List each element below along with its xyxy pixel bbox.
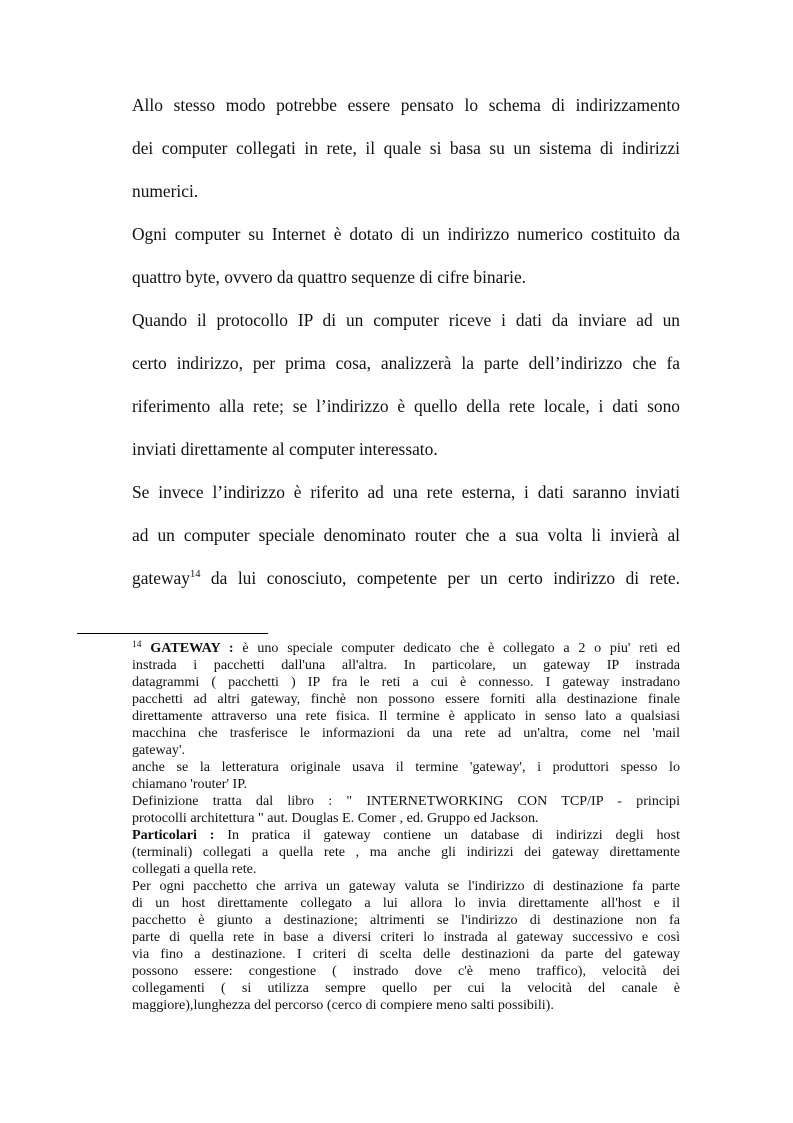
body-line: inviati direttamente al computer interessato. <box>132 439 438 459</box>
footnote-marker: 14 <box>132 640 142 650</box>
footnote-line: direttamente attraverso una rete fisica. Il termine è applicato in senso lato a qualsiasi <box>132 708 680 724</box>
text-fragment: gateway <box>132 568 190 588</box>
footnote-line: chiamano 'router' IP. <box>132 776 248 792</box>
body-line: dei computer collegati in rete, il quale si basa su un sistema di indirizzi <box>132 138 680 158</box>
footnote-line: (terminali) collegati a quella rete , ma anche gli indirizzi dei gateway direttamente <box>132 844 680 860</box>
text-fragment: è uno speciale computer dedicato che è collegato a 2 o piu' reti ed <box>233 640 680 656</box>
body-line: riferimento alla rete; se l’indirizzo è quello della rete locale, i dati sono <box>132 396 680 416</box>
footnote-line: macchina che trasferisce le informazioni da una rete ad un'altra, come nel 'mail <box>132 725 680 741</box>
footnote-line: Per ogni pacchetto che arriva un gateway valuta se l'indirizzo di destinazione fa parte <box>132 878 680 894</box>
footnote-line: collegati a quella rete. <box>132 861 257 877</box>
footnote-line: protocolli architettura " aut. Douglas E. Comer , ed. Gruppo ed Jackson. <box>132 810 539 826</box>
text-fragment: da lui conosciuto, competente per un certo indirizzo di rete. <box>200 568 680 588</box>
footnote-term: Particolari : <box>132 827 215 843</box>
footnote-line: parte di quella rete in base a diversi criteri lo instrada al gateway successivo e così <box>132 929 680 945</box>
footnote-reference[interactable]: 14 <box>189 569 201 580</box>
footnote-line: maggiore),lunghezza del percorso (cerco di compiere meno salti possibili). <box>132 997 554 1013</box>
footnote-line: gateway'. <box>132 742 186 758</box>
body-line: quattro byte, ovvero da quattro sequenze di cifre binarie. <box>132 267 527 287</box>
footnote-line: datagrammi ( pacchetti ) IP fra le reti a cui è connesso. I gateway instradano <box>132 674 680 690</box>
body-line: Se invece l’indirizzo è riferito ad una rete esterna, i dati saranno inviati <box>132 482 680 502</box>
footnote-line: Definizione tratta dal libro : " INTERNETWORKING CON TCP/IP - principi <box>132 793 680 809</box>
body-line: certo indirizzo, per prima cosa, analizzerà la parte dell’indirizzo che fa <box>132 353 680 373</box>
body-line: numerici. <box>132 181 199 201</box>
footnote-line: instrada i pacchetti dall'una all'altra. In particolare, un gateway IP instrada <box>132 657 680 673</box>
body-line: Quando il protocollo IP di un computer riceve i dati da inviare ad un <box>132 310 680 330</box>
footnote-line: collegamenti ( si utilizza sempre quello per cui la velocità del canale è <box>132 980 680 996</box>
text-fragment: In pratica il gateway contiene un database di indirizzi degli host <box>214 827 680 843</box>
body-line: ad un computer speciale denominato router che a sua volta li invierà al <box>132 525 680 545</box>
body-line-with-footnote-ref <box>132 567 680 589</box>
footnote-line: possono essere: congestione ( instrado dove c'è meno traffico), velocità dei <box>132 963 680 979</box>
footnote-line: di un host direttamente collegato a lui allora lo invia direttamente all'host e il <box>132 895 680 911</box>
footnote-line: via fino a destinazione. I criteri di scelta delle destinazioni da parte del gateway <box>132 946 680 962</box>
body-line: Ogni computer su Internet è dotato di un indirizzo numerico costituito da <box>132 224 680 244</box>
footnote-term: GATEWAY : <box>150 640 234 656</box>
footnote-line: anche se la letteratura originale usava il termine 'gateway', i produttori spesso lo <box>132 759 680 775</box>
footnote-line <box>132 640 680 657</box>
footnote-line: pacchetto è giunto a destinazione; altrimenti se l'indirizzo di destinazione non fa <box>132 912 680 928</box>
footnote-separator <box>77 633 268 634</box>
footnote-line <box>132 827 680 844</box>
footnote-line: pacchetti ad altri gateway, finchè non possono essere forniti alla destinazione finale <box>132 691 680 707</box>
body-line: Allo stesso modo potrebbe essere pensato lo schema di indirizzamento <box>132 95 680 115</box>
